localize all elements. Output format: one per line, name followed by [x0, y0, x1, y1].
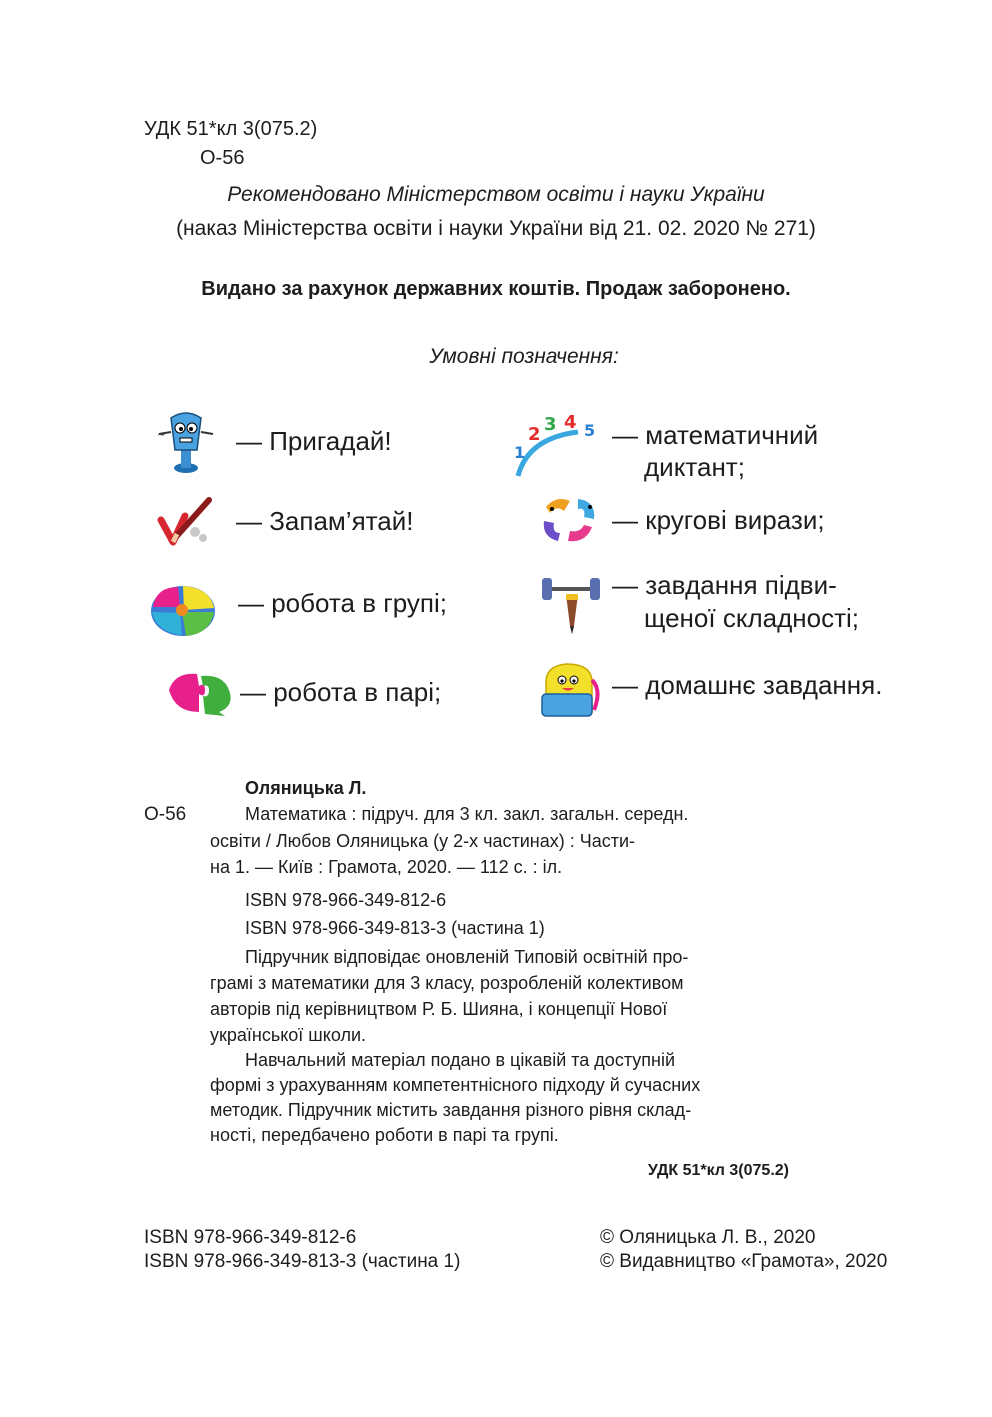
- abstract-line: Підручник відповідає оновленій Типовій освітній про-: [245, 947, 689, 967]
- numbers-arc-icon: [508, 408, 604, 480]
- catalog-desc-line: Математика : підруч. для 3 кл. закл. загальн. середн.: [245, 804, 689, 824]
- abstract-line: авторів під керівництвом Р. Б. Шияна, і концепції Нової: [210, 999, 668, 1019]
- udk-code: УДК 51*кл 3(075.2): [144, 118, 318, 140]
- footer-isbn-part: ISBN 978-966-349-813-3 (частина 1): [144, 1251, 461, 1272]
- legend-math-dictation-line1: — математичний: [612, 420, 819, 450]
- legend-group-work: — робота в групі;: [238, 588, 447, 618]
- footer-isbn: ISBN 978-966-349-812-6: [144, 1227, 357, 1248]
- puzzle-pair-icon: [165, 668, 241, 718]
- recommendation-line: Рекомендовано Міністерством освіти і науки України: [227, 183, 765, 206]
- catalog-card-code: О-56: [144, 804, 187, 825]
- catalog-code: О-56: [200, 147, 245, 169]
- catalog-isbn-part: ISBN 978-966-349-813-3 (частина 1): [245, 918, 545, 938]
- catalog-author: Оляницька Л.: [245, 778, 367, 798]
- digit-5: 5: [584, 421, 596, 440]
- abstract-line: ності, передбачено роботи в парі та групі.: [210, 1125, 559, 1145]
- copyright-author: © Оляницька Л. В., 2020: [600, 1227, 816, 1248]
- circular-fish-icon: [538, 493, 600, 547]
- catalog-isbn: ISBN 978-966-349-812-6: [245, 890, 447, 910]
- abstract-line: Навчальний матеріал подано в цікавій та доступній: [245, 1050, 676, 1070]
- legend-memorize: — Запам’ятай!: [236, 506, 414, 536]
- legend-homework: — домашнє завдання.: [612, 670, 883, 700]
- digit-2: 2: [528, 424, 541, 445]
- digit-4: 4: [564, 412, 577, 433]
- digit-1: 1: [514, 443, 526, 462]
- catalog-udk: УДК 51*кл 3(075.2): [647, 1162, 789, 1179]
- abstract-line: української школи.: [210, 1025, 366, 1045]
- svg-text:~: ~: [157, 430, 166, 441]
- robot-icon: [155, 408, 217, 474]
- ministry-order-line: (наказ Міністерства освіти і науки України від 21. 02. 2020 № 271): [176, 217, 816, 240]
- catalog-desc-line: освіти / Любов Оляницька (у 2-х частинах) : Части-: [210, 831, 636, 851]
- legend-title: Умовні позначення:: [429, 345, 619, 368]
- legend-remember: — Пригадай!: [236, 426, 392, 456]
- checkmark-pencil-icon: [155, 494, 217, 550]
- legend-math-dictation-line2: диктант;: [644, 452, 745, 482]
- abstract-line: формі з урахуванням компетентнісного підходу й сучасних: [210, 1075, 701, 1095]
- digit-3: 3: [544, 414, 557, 435]
- state-funded-notice: Видано за рахунок державних коштів. Продаж заборонено.: [201, 278, 791, 300]
- barbell-pencil-icon: [538, 570, 604, 636]
- puzzle-group-icon: [148, 582, 218, 638]
- backpack-icon: [536, 660, 602, 720]
- legend-advanced-tasks-line1: — завдання підви-: [612, 570, 837, 600]
- legend-advanced-tasks-line2: щеної складності;: [644, 603, 860, 633]
- legend-pair-work: — робота в парі;: [240, 677, 442, 707]
- abstract-line: методик. Підручник містить завдання різного рівня склад-: [210, 1100, 692, 1120]
- copyright-publisher: © Видавництво «Грамота», 2020: [600, 1251, 888, 1272]
- catalog-desc-line: на 1. — Київ : Грамота, 2020. — 112 с. : іл.: [210, 857, 563, 877]
- legend-circular-expressions: — кругові вирази;: [612, 505, 825, 535]
- abstract-line: грамі з математики для 3 класу, розробленій колективом: [210, 973, 684, 993]
